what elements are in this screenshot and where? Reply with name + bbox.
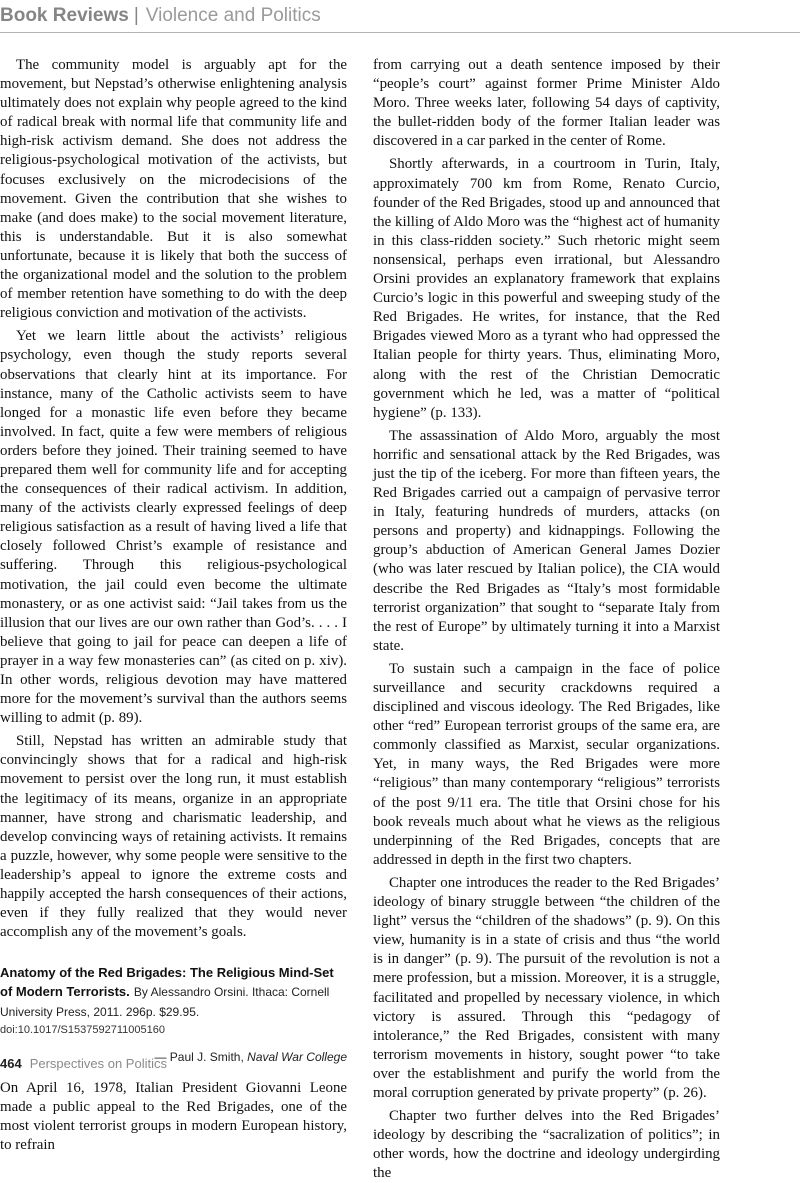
page-number: 464 (0, 1056, 22, 1071)
doi: doi:10.1017/S1537592711005160 (0, 1023, 165, 1036)
review-opening-paragraph: On April 16, 1978, Italian President Giovanni Leone made a public appeal to the Red Brigades, one of the most violent terrorist groups in modern European history, to refrain (0, 1079, 347, 1153)
continued-paragraph: from carrying out a death sentence imposed by their “people’s court” against former Prime Minister Aldo Moro. Three weeks later, following 54 days of captivity, the bullet-ridden body of the former Italian leader was discovered in a car parked in the center of Rome. (373, 57, 720, 150)
body-paragraph: The assassination of Aldo Moro, arguably the most horrific and sensational attack by the Red Brigades, was just the tip of the iceberg. For more than fifteen years, the Red Brigades carried out a campaign of pervasive terror in Italy, featuring hundreds of murders, attacks (on persons and property) and kidnappings. Following the group’s abduction of American General James Dozier (who was later rescued by Italian police), the CIA would describe the Red Brigades as “Italy’s most formidable terrorist organization” that sought to “separate Italy from the rest of Europe” by ultimately turning it into a Marxist state. (373, 427, 720, 654)
journal-name: Perspectives on Politics (29, 1056, 167, 1071)
header-separator: | (133, 5, 139, 26)
running-header (0, 0, 800, 34)
page-footer (0, 1054, 800, 1080)
body-paragraph: Still, Nepstad has written an admirable study that convincingly shows that for a radical and high-risk movement to persist over the long run, it must establish the legitimacy of its means, organize in an appropriate manner, have strong and charismatic leadership, and develop convincing ways of retaining activists. It remains a puzzle, however, why some people were sensitive to the leadership’s appeal to ignore the extreme costs and happily accepted the harsh consequences of their actions, even if they fully realized that they would never accomplish any of the movement’s goals. (0, 733, 347, 941)
reviewer-institution: Naval War College (247, 1049, 347, 1064)
reviewer-name: — Paul J. Smith, (154, 1049, 244, 1064)
section-topic: Violence and Politics (145, 5, 321, 26)
body-paragraph: The community model is arguably apt for the movement, but Nepstad’s otherwise enlightening analysis ultimately does not explain why people agreed to the kind of radical break with normal life that community life and high-risk activism demand. She does not address the religious-psychological motivation of the activists, but focuses exclusively on the microdecisions of the movement. Given the contribution that she wishes to make (and does make) to the social movement literature, this is understandable. But it is also somewhat unfortunate, because it is likely that both the success of the organizational model and the solution to the problem of member retention have something to do with the deep religious conviction and motivation of the activists. (0, 57, 347, 322)
body-paragraph: Chapter one introduces the reader to the Red Brigades’ ideology of binary struggle between “the children of the light” versus the “children of the shadows” (p. 9). On this view, humanity is in a state of crisis and thus “the world is in danger” (p. 9). The pursuit of the revolution is not a mere profession, but a mission. Moreover, it is a struggle, facilitated and propelled by necessary violence, in which victory is assured. Through this “pedagogy of intolerance,” the Red Brigades, consistent with many terrorism movements in history, sought power “to take over the establishment and purify the world from the moral corruption generated by private property” (p. 26). (373, 874, 720, 1101)
header-title (0, 5, 321, 27)
body-paragraph: To sustain such a campaign in the face of police surveillance and security crackdowns required a disciplined and viscous ideology. The Red Brigades, like other “red” European terrorist groups of the same era, are commonly classified as Marxist, secular organizations. Yet, in many ways, the Red Brigades were more “religious” than many contemporary “religious” terrorists of the post 9/11 era. The title that Orsini chose for his book reveals much about what he views as the religious underpinning of the Red Brigades, concepts that are addressed in depth in the first two chapters. (373, 660, 720, 868)
review-heading (0, 964, 347, 1037)
left-column (0, 56, 347, 1155)
body-paragraph: Yet we learn little about the activists’ religious psychology, even though the study reports several observations that clearly hint at its importance. For instance, many of the Catholic activists seem to have longed for a monastic life even before they became involved. In fact, quite a few were members of religious orders before they joined. Their training seemed to have prepared them well for community life and for accepting the consequences of their radical activism. In addition, many of the activists clearly expressed feelings of deep religious satisfaction as a result of having lived a life that closely followed Christ’s example of resistance and suffering. Through this religious-psychological motivation, the jail could even become the ultimate monastery, or as one activist said: “Jail takes from us the illusion that our lives are our own rather than God’s. . . . I believe that going to jail for peace can deepen a life of prayer in a way few monasteries can” (as cited on p. xiv). In other words, religious devotion may have mattered more for the movement’s survival than the authors seems willing to admit (p. 89). (0, 328, 347, 727)
book-publication-info: By Alessandro Orsini. Ithaca: Cornell University Press, 2011. 296p. $29.95. (0, 985, 330, 1019)
body-paragraph: Chapter two further delves into the Red Brigades’ ideology by describing the “sacralization of politics”; in other words, how the doctrine and ideology undergirding the (373, 1108, 720, 1182)
right-column (373, 56, 720, 1183)
header-rule (0, 32, 800, 33)
body-paragraph: Shortly afterwards, in a courtroom in Turin, Italy, approximately 700 km from Rome, Renato Curcio, founder of the Red Brigades, stood up and announced that the killing of Aldo Moro was the “highest act of humanity in this class-ridden society.” Such rhetoric might seem nonsensical, perhaps even irrational, but Alessandro Orsini provides an explanatory framework that explains Curcio’s logic in this powerful and sweeping study of the Red Brigades. He writes, for instance, that the Red Brigades viewed Moro as a tyrant who had oppressed the Italian people for thirty years. Thus, eliminating Moro, along with the rest of the Christian Democratic government which he led, was a matter of “political hygiene” (p. 133). (373, 156, 720, 421)
book-title: Anatomy of the Red Brigades: The Religious Mind-Set of Modern Terrorists. (0, 965, 334, 1000)
section-name: Book Reviews (0, 5, 129, 26)
